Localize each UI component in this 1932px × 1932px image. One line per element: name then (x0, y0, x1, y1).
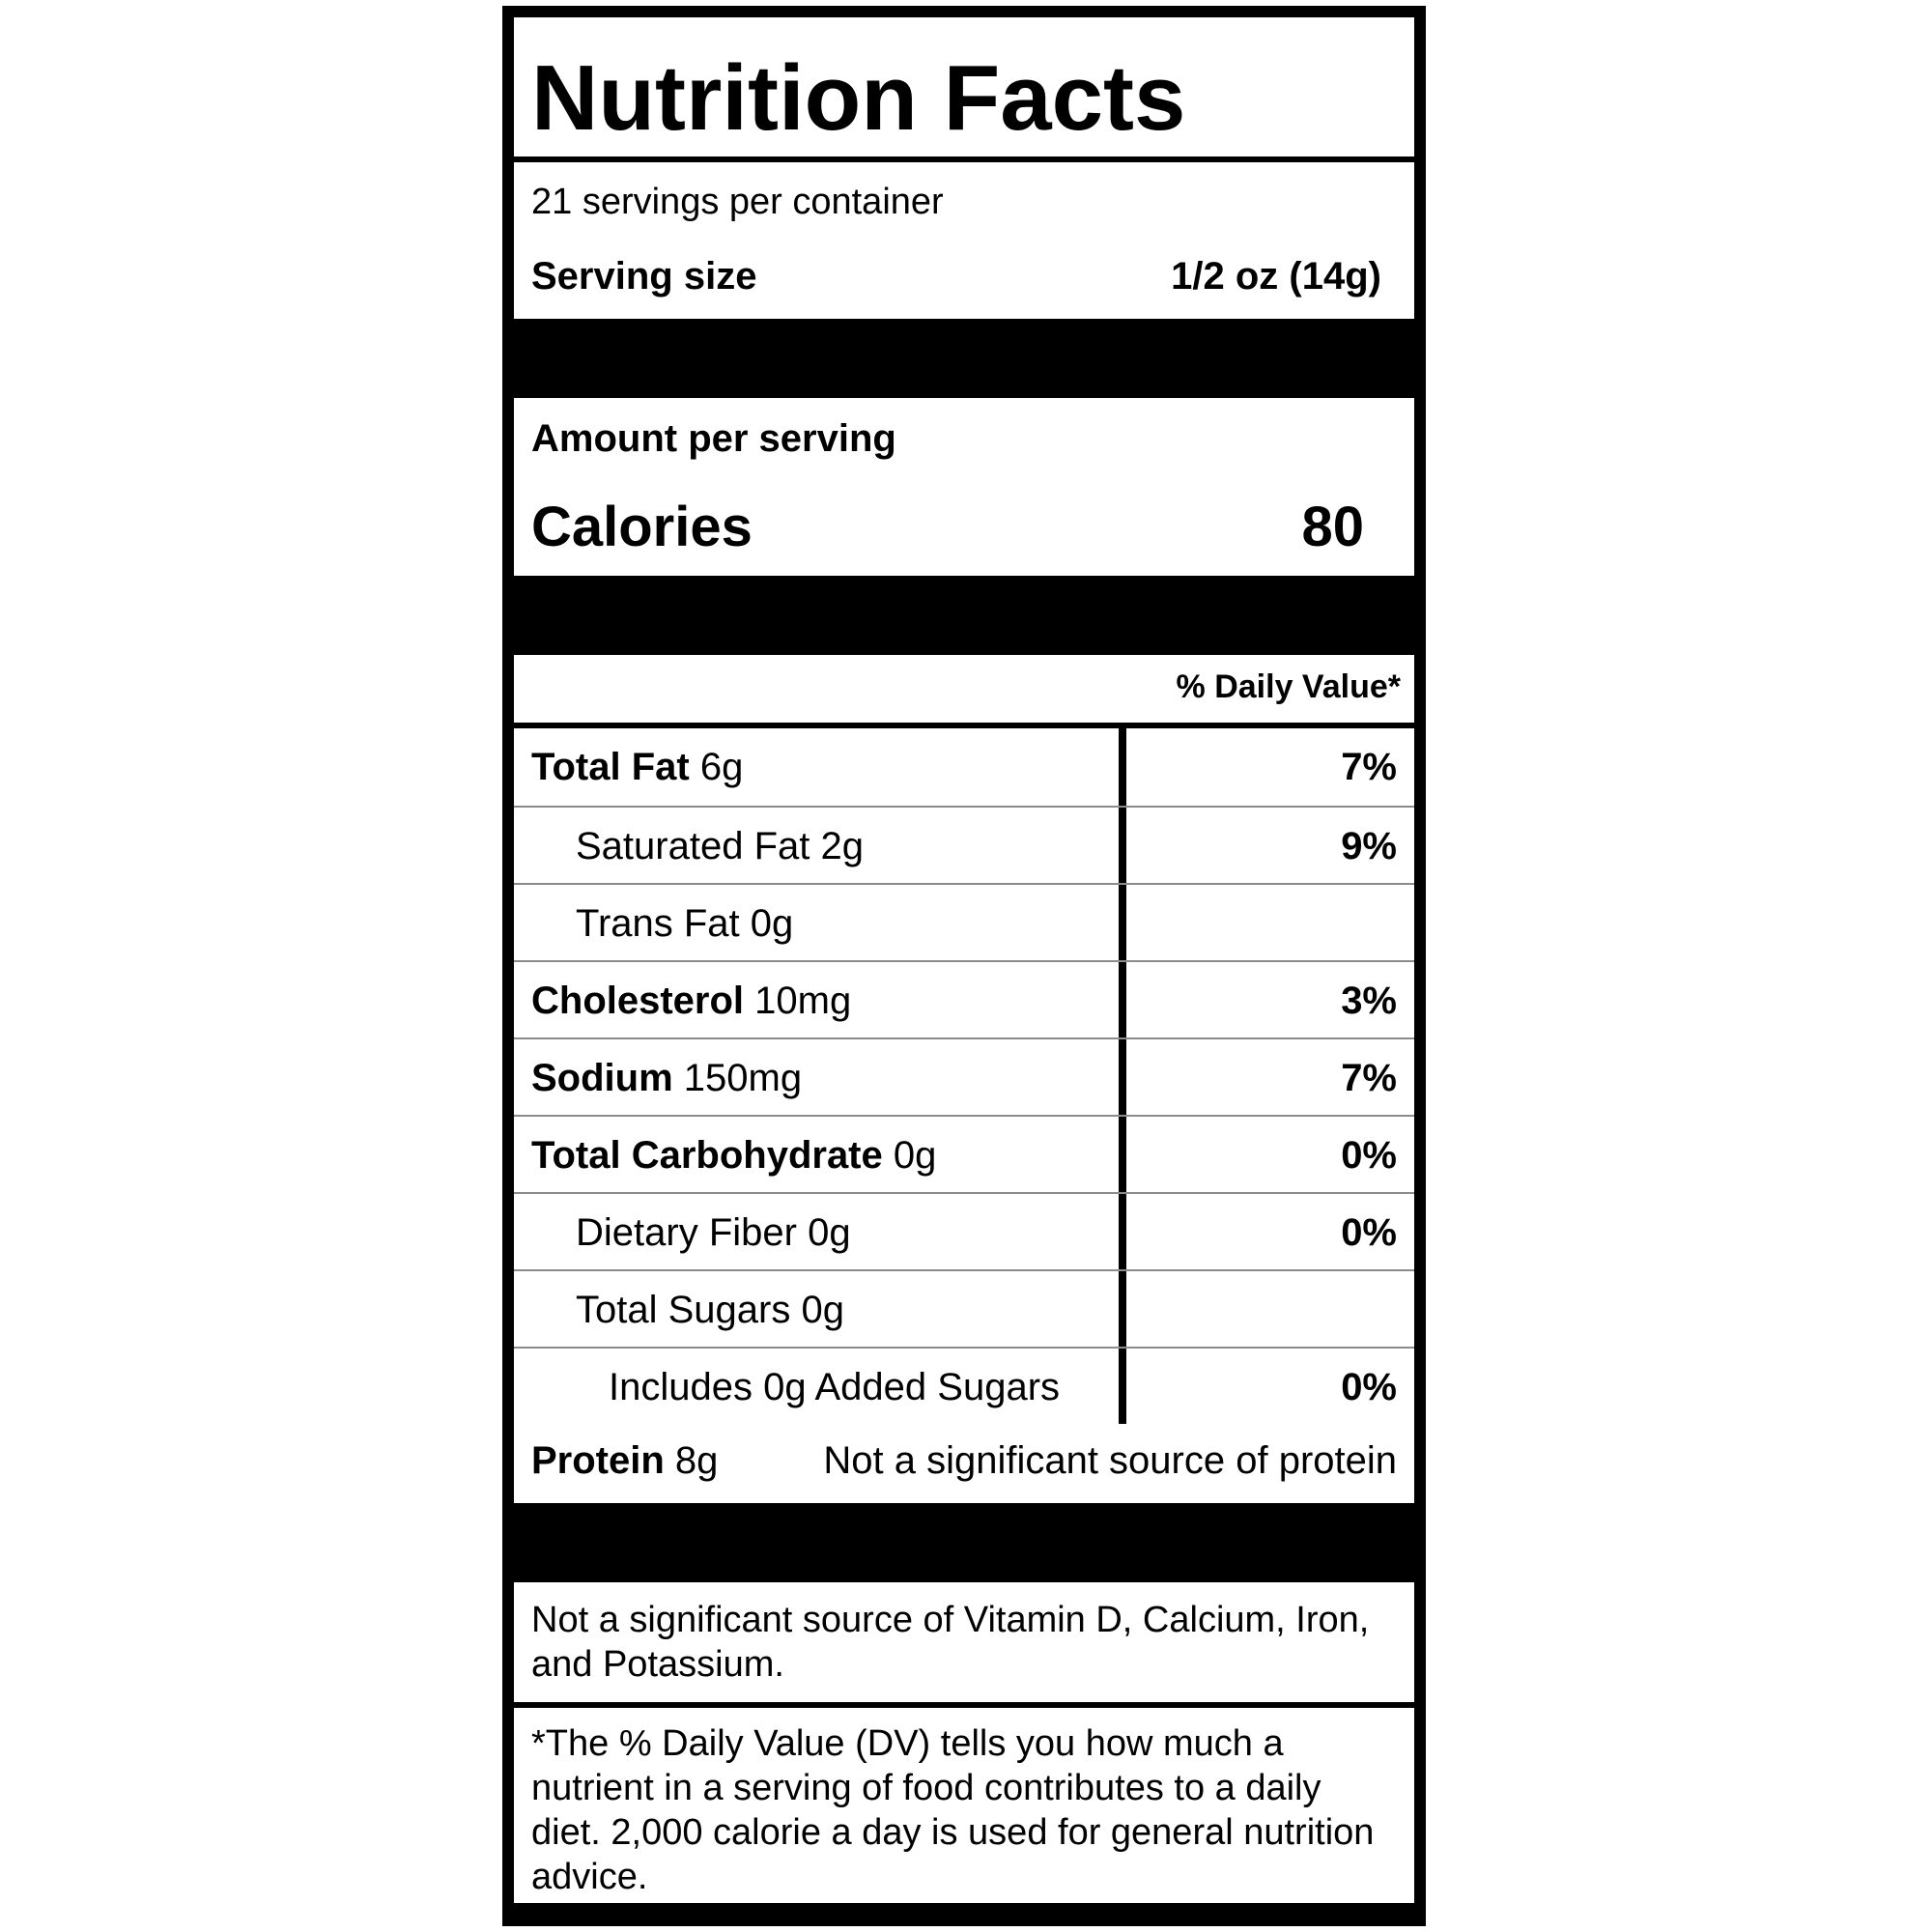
nutrient-row-saturated-fat (514, 806, 1414, 883)
nutrient-row-total-carbohydrate (514, 1115, 1414, 1192)
calories-section (514, 398, 1414, 576)
nutrient-name: Includes 0g Added Sugars (609, 1366, 1061, 1408)
serving-size-label: Serving size (531, 255, 757, 298)
nutrient-dv: 3% (1341, 980, 1397, 1022)
serving-size-value: 1/2 oz (14g) (1171, 255, 1381, 298)
title-section (514, 17, 1414, 156)
nutrient-amount: 0g (893, 1134, 937, 1177)
nutrient-name: Total Fat (531, 746, 690, 788)
nutrient-row-total-fat (514, 728, 1414, 806)
nutrient-name: Saturated Fat (576, 825, 810, 867)
nutrient-dv: 0% (1341, 1211, 1397, 1254)
nutrient-row-trans-fat (514, 883, 1414, 960)
nutrient-amount: 150mg (683, 1057, 803, 1099)
nutrition-label (502, 6, 1426, 1926)
daily-value-header: % Daily Value* (1176, 668, 1401, 705)
nutrient-dv: 7% (1341, 746, 1397, 788)
nutrient-label (531, 980, 851, 1023)
vitamins-note: Not a significant source of Vitamin D, Calcium, Iron, and Potassium. (531, 1600, 1370, 1685)
nutrient-label (576, 1211, 851, 1255)
nutrient-label (531, 1134, 936, 1178)
nutrient-amount: 6g (699, 746, 744, 788)
amount-per-serving: Amount per serving (531, 417, 896, 460)
nutrient-name: Dietary Fiber (576, 1211, 797, 1254)
nutrient-row-cholesterol (514, 960, 1414, 1037)
nutrient-row-dietary-fiber (514, 1192, 1414, 1269)
nutrient-amount: 10mg (754, 980, 852, 1022)
nutrient-dv: 0% (1341, 1134, 1397, 1177)
nutrient-name: Total Sugars (576, 1289, 791, 1331)
nutrient-amount: 0g (801, 1289, 844, 1331)
nutrient-dv: 0% (1341, 1366, 1397, 1408)
nutrient-dv: 7% (1341, 1057, 1397, 1099)
daily-value-footnote: *The % Daily Value (DV) tells you how much a nutrient in a serving of food contributes to a daily diet. 2,000 calorie a day is used for general nutrition advice. (531, 1723, 1375, 1897)
servings-per-container: 21 servings per container (531, 182, 944, 222)
nutrient-row-added-sugars (514, 1347, 1414, 1424)
servings-section (514, 162, 1414, 319)
nutrient-label (531, 1439, 718, 1483)
nutrient-label (576, 1289, 844, 1332)
nutrient-name: Sodium (531, 1057, 673, 1099)
nutrient-label (576, 902, 793, 946)
nutrient-amount: 2g (820, 825, 864, 867)
nutrient-label (531, 1057, 802, 1100)
nutrient-name: Protein (531, 1439, 665, 1482)
calories-label: Calories (531, 496, 753, 558)
nutrient-amount: 8g (674, 1439, 719, 1482)
nutrient-amount: 0g (750, 902, 794, 945)
nutrients-section (514, 655, 1414, 1503)
nutrient-label (531, 746, 743, 789)
footnote-section (514, 1708, 1414, 1903)
nutrient-amount: 0g (808, 1211, 851, 1254)
nutrient-dv: 9% (1341, 825, 1397, 867)
nutrient-name: Total Carbohydrate (531, 1134, 883, 1177)
label-title: Nutrition Facts (531, 46, 1186, 150)
nutrient-label (576, 825, 864, 868)
nutrient-row-total-sugars (514, 1269, 1414, 1347)
nutrient-row-sodium (514, 1037, 1414, 1115)
nutrient-name: Cholesterol (531, 980, 745, 1022)
nutrient-name: Trans Fat (576, 902, 740, 945)
calories-value: 80 (1301, 496, 1364, 558)
protein-note: Not a significant source of protein (823, 1439, 1397, 1482)
nutrient-label (609, 1366, 1060, 1409)
nutrient-row-protein (514, 1424, 1414, 1503)
vitamins-section (514, 1582, 1414, 1702)
